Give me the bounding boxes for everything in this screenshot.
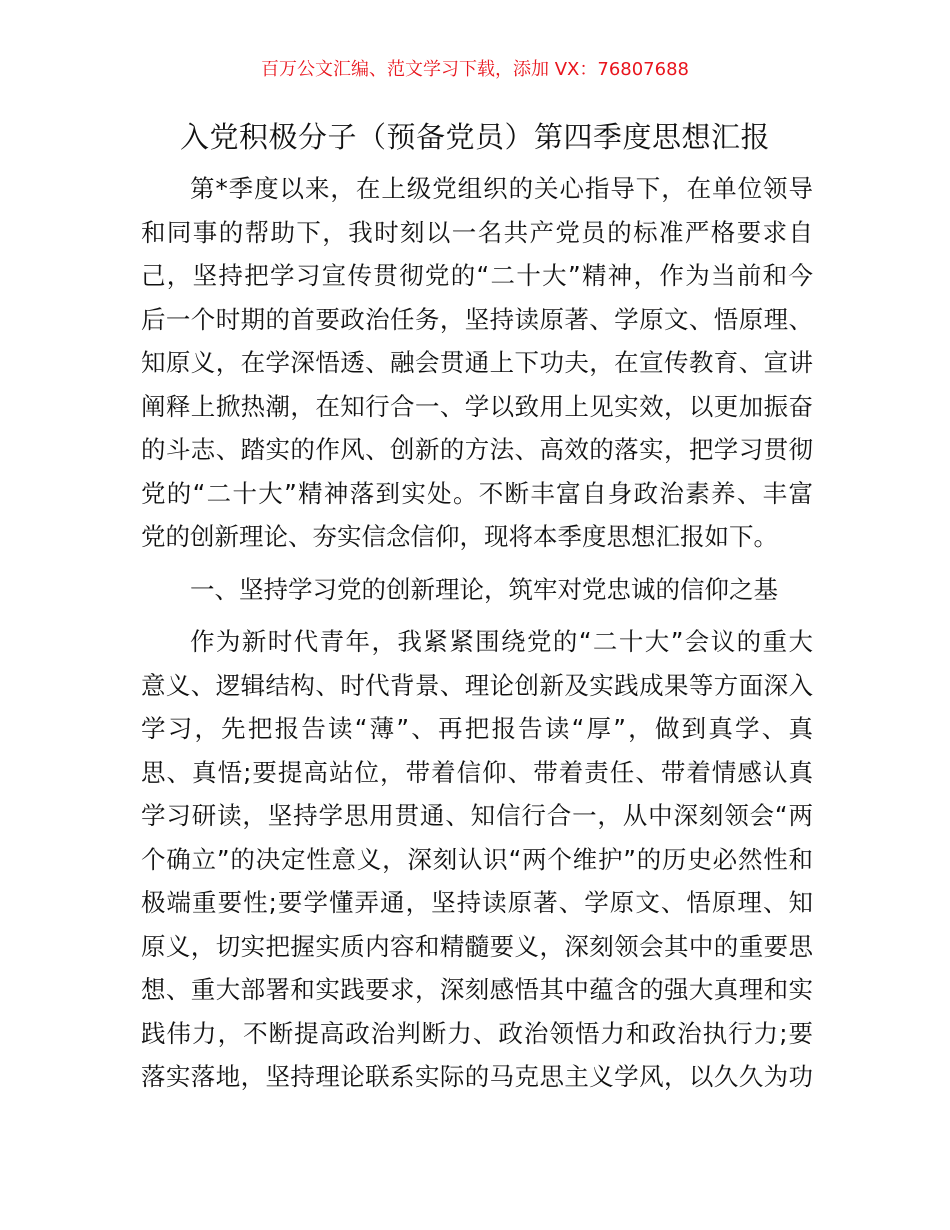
watermark-banner: 百万公文汇编、范文学习下载，添加 VX：76807688 <box>261 59 689 80</box>
document-body <box>141 167 813 1099</box>
paragraph-2-line-4: 思、真悟;要提高站位，带着信仰、带着责任、带着情感认真 <box>141 757 813 787</box>
paragraph-1-line-7: 的斗志、踏实的作风、创新的方法、高效的落实，把学习贯彻 <box>141 435 813 464</box>
paragraph-2-line-7: 极端重要性;要学懂弄通，坚持读原著、学原文、悟原理、知 <box>141 888 813 917</box>
section-heading-1: 一、坚持学习党的创新理论，筑牢对党忠诚的信仰之基 <box>190 574 778 604</box>
paragraph-spacer <box>141 611 813 620</box>
paragraph-2-line-6: 个确立”的决定性意义，深刻认识“两个维护”的历史必然性和 <box>141 844 813 874</box>
paragraph-2-line-1: 作为新时代青年，我紧紧围绕党的“二十大”会议的重大 <box>190 627 813 656</box>
paragraph-1-line-2: 和同事的帮助下，我时刻以一名共产党员的标准严格要求自 <box>141 217 813 247</box>
paragraph-2-line-5: 学习研读，坚持学思用贯通、知信行合一，从中深刻领会“两 <box>141 801 813 830</box>
paragraph-1-line-6: 阐释上掀热潮，在知行合一、学以致用上见实效，以更加振奋 <box>141 391 813 421</box>
paragraph-2-line-10: 践伟力，不断提高政治判断力、政治领悟力和政治执行力;要 <box>141 1018 813 1048</box>
paragraph-2-line-11: 落实落地，坚持理论联系实际的马克思主义学风，以久久为功 <box>141 1062 813 1091</box>
paragraph-1-line-5: 知原义，在学深悟透、融会贯通上下功夫，在宣传教育、宣讲 <box>141 348 813 377</box>
document-title: 入党积极分子（预备党员）第四季度思想汇报 <box>179 120 770 154</box>
paragraph-1-line-4: 后一个时期的首要政治任务，坚持读原著、学原文、悟原理、 <box>141 304 813 334</box>
paragraph-spacer <box>141 559 813 568</box>
paragraph-1-line-9: 党的创新理论、夯实信念信仰，现将本季度思想汇报如下。 <box>141 522 778 551</box>
paragraph-2-line-2: 意义、逻辑结构、时代背景、理论创新及实践成果等方面深入 <box>141 670 813 700</box>
paragraph-1-line-1: 第*季度以来，在上级党组织的关心指导下，在单位领导 <box>190 174 813 203</box>
paragraph-1-line-8: 党的“二十大”精神落到实处。不断丰富自身政治素养、丰富 <box>141 478 813 508</box>
paragraph-2-line-3: 学习，先把报告读“薄”、再把报告读“厚”，做到真学、真 <box>141 714 813 743</box>
paragraph-2-line-9: 想、重大部署和实践要求，深刻感悟其中蕴含的强大真理和实 <box>141 975 813 1004</box>
paragraph-1-line-3: 己，坚持把学习宣传贯彻党的“二十大”精神，作为当前和今 <box>141 261 813 290</box>
paragraph-2-line-8: 原义，切实把握实质内容和精髓要义，深刻领会其中的重要思 <box>141 931 813 961</box>
